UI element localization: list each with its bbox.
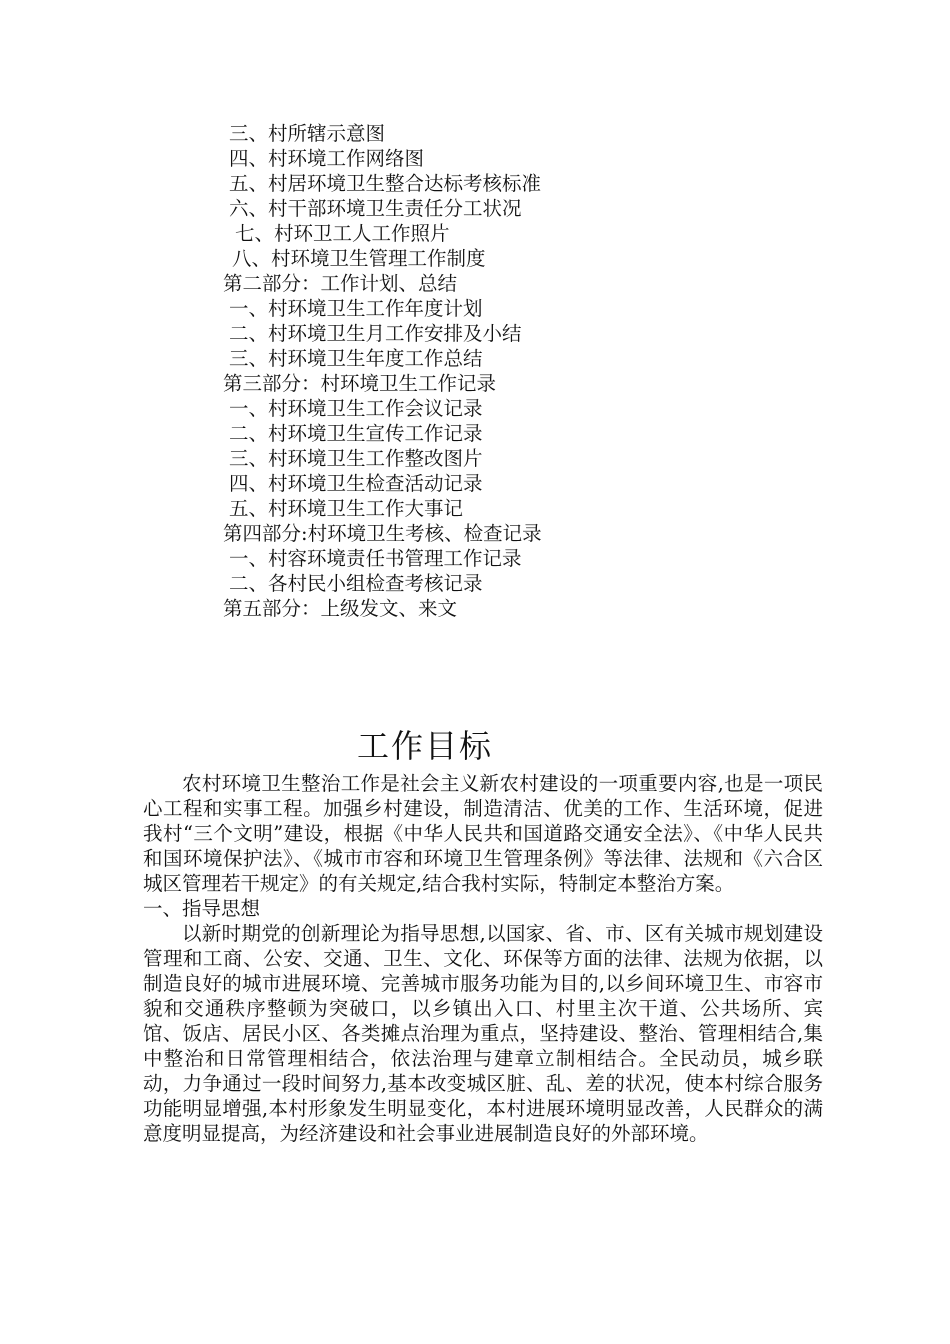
- toc-item-text: 四、村环境工作网络图: [229, 147, 425, 170]
- toc-item: [0, 346, 950, 371]
- toc-section-heading: [0, 271, 950, 296]
- toc-item: [0, 171, 950, 196]
- toc-item-text: 一、村环境卫生工作会议记录: [229, 397, 483, 420]
- toc-item-text: 六、村干部环境卫生责任分工状况: [229, 197, 522, 220]
- toc-item-text: 五、村环境卫生工作大事记: [229, 497, 464, 520]
- toc-item: [0, 471, 950, 496]
- toc-section-heading: [0, 371, 950, 396]
- toc-section-heading: [0, 596, 950, 621]
- table-of-contents: [0, 121, 950, 621]
- toc-section-heading: [0, 521, 950, 546]
- toc-item-text: 三、村环境卫生工作整改图片: [229, 447, 483, 470]
- toc-item-text: 一、村环境卫生工作年度计划: [229, 297, 483, 320]
- toc-item-text: 一、村容环境责任书管理工作记录: [229, 547, 522, 570]
- toc-item: [0, 446, 950, 471]
- toc-item: [0, 396, 950, 421]
- toc-item-text: 七、村环卫工人工作照片: [235, 222, 450, 245]
- section-heading: 一、指导思想: [143, 897, 261, 920]
- toc-item-text: 三、村环境卫生年度工作总结: [229, 347, 483, 370]
- toc-item-text: 二、村环境卫生宣传工作记录: [229, 422, 483, 445]
- toc-section-text: 第五部分：上级发文、来文: [223, 597, 458, 620]
- toc-item: [0, 196, 950, 221]
- toc-item-text: 三、村所辖示意图: [229, 122, 386, 145]
- toc-section-text: 第二部分：工作计划、总结: [223, 272, 458, 295]
- toc-item-text: 五、村居环境卫生整合达标考核标准: [229, 172, 542, 195]
- toc-item: [0, 121, 950, 146]
- toc-item: [0, 421, 950, 446]
- toc-item: [0, 246, 950, 271]
- toc-item: [0, 321, 950, 346]
- toc-section-text: 第四部分:村环境卫生考核、检查记录: [223, 522, 542, 545]
- section-paragraph: 以新时期党的创新理论为指导思想,以国家、省、市、区有关城市规划建设管理和工商、公安、交通、卫生、文化、环保等方面的法律、法规为依据，以制造良好的城市进展环境、完善城市服务功能为目的,以乡间环境卫生、市容市貌和交通秩序整顿为突破口，以乡镇出入口、村里主次干道、公共场所、宾馆、饭店、居民小区、各类摊点治理为重点，坚持建设、整治、管理相结合,集中整治和日常管理相结合，依法治理与建章立制相结合。全民动员，城乡联动，力争通过一段时间努力,基本改变城区脏、乱、差的状况，使本村综合服务功能明显增强,本村形象发生明显变化，本村进展环境明显改善，人民群众的满意度明显提高，为经济建设和社会事业进展制造良好的外部环境。: [143, 922, 823, 1145]
- toc-item: [0, 496, 950, 521]
- page-title: 工作目标: [356, 727, 493, 765]
- toc-item-text: 八、村环境卫生管理工作制度: [232, 247, 486, 270]
- toc-item-text: 四、村环境卫生检查活动记录: [229, 472, 483, 495]
- toc-item: [0, 546, 950, 571]
- toc-item: [0, 221, 950, 246]
- toc-item-text: 二、各村民小组检查考核记录: [229, 572, 483, 595]
- toc-item: [0, 146, 950, 171]
- toc-item-text: 二、村环境卫生月工作安排及小结: [229, 322, 522, 345]
- toc-section-text: 第三部分：村环境卫生工作记录: [223, 372, 497, 395]
- toc-item: [0, 571, 950, 596]
- body-text: [143, 771, 823, 1146]
- intro-paragraph: 农村环境卫生整治工作是社会主义新农村建设的一项重要内容,也是一项民心工程和实事工程。加强乡村建设，制造清洁、优美的工作、生活环境，促进我村“三个文明”建设，根据《中华人民共和国道路交通安全法》、《中华人民共和国环境保护法》、《城市市容和环境卫生管理条例》等法律、法规和《六合区城区管理若干规定》的有关规定,结合我村实际，特制定本整治方案。: [143, 772, 823, 895]
- toc-item: [0, 296, 950, 321]
